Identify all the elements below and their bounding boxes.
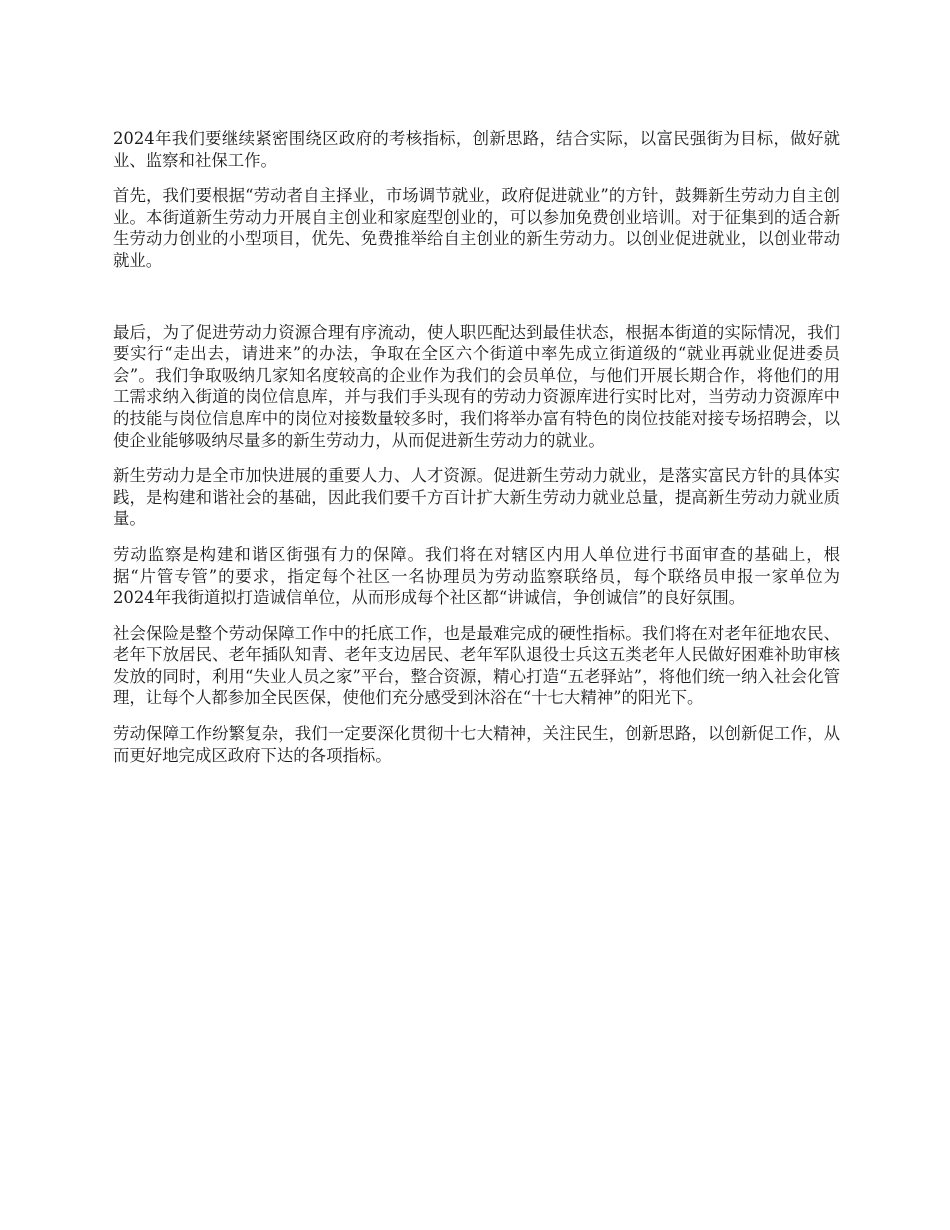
paragraph-gap (113, 286, 840, 322)
document-body (113, 128, 840, 780)
paragraph-social-insurance: 社会保险是整个劳动保障工作中的托底工作，也是最难完成的硬性指标。我们将在对老年征地农民、老年下放居民、老年插队知青、老年支边居民、老年军队退役士兵这五类老年人民做好困难补助审核发放的同时，利用“失业人员之家”平台，整合资源，精心打造“五老驿站”，将他们统一纳入社会化管理，让每个人都参加全民医保，使他们充分感受到沐浴在“十七大精神”的阳光下。 (113, 623, 840, 708)
paragraph-conclusion: 劳动保障工作纷繁复杂，我们一定要深化贯彻十七大精神，关注民生，创新思路，以创新促工作，从而更好地完成区政府下达的各项指标。 (113, 724, 840, 765)
paragraph-labor-supervision: 劳动监察是构建和谐区街强有力的保障。我们将在对辖区内用人单位进行书面审查的基础上，根据“片管专管”的要求，指定每个社区一名协理员为劳动监察联络员，每个联络员申报一家单位为2024年我街道拟打造诚信单位，从而形成每个社区都“讲诚信，争创诚信”的良好氛围。 (113, 544, 840, 608)
paragraph-intro: 2024年我们要继续紧密围绕区政府的考核指标，创新思路，结合实际，以富民强街为目标，做好就业、监察和社保工作。 (113, 129, 840, 170)
paragraph-new-labor: 新生劳动力是全市加快进展的重要人力、人才资源。促进新生劳动力就业，是落实富民方针的具体实践，是构建和谐社会的基础，因此我们要千方百计扩大新生劳动力就业总量，提高新生劳动力就业质量。 (113, 466, 840, 529)
paragraph-finally: 最后，为了促进劳动力资源合理有序流动，使人职匹配达到最佳状态，根据本街道的实际情况，我们要实行“走出去，请进来”的办法，争取在全区六个街道中率先成立街道级的“就业再就业促进委员会”。我们争取吸纳几家知名度较高的企业作为我们的会员单位，与他们开展长期合作，将他们的用工需求纳入街道的岗位信息库，并与我们手头现有的劳动力资源库进行实时比对，当劳动力资源库中的技能与岗位信息库中的岗位对接数量较多时，我们将举办富有特色的岗位技能对接专场招聘会，以使企业能够吸纳尽量多的新生劳动力，从而促进新生劳动力的就业。 (113, 322, 840, 450)
paragraph-first: 首先，我们要根据“劳动者自主择业，市场调节就业，政府促进就业”的方针，鼓舞新生劳动力自主创业。本街道新生劳动力开展自主创业和家庭型创业的，可以参加免费创业培训。对于征集到的适合新生劳动力创业的小型项目，优先、免费推举给自主创业的新生劳动力。以创业促进就业，以创业带动就业。 (113, 186, 840, 270)
